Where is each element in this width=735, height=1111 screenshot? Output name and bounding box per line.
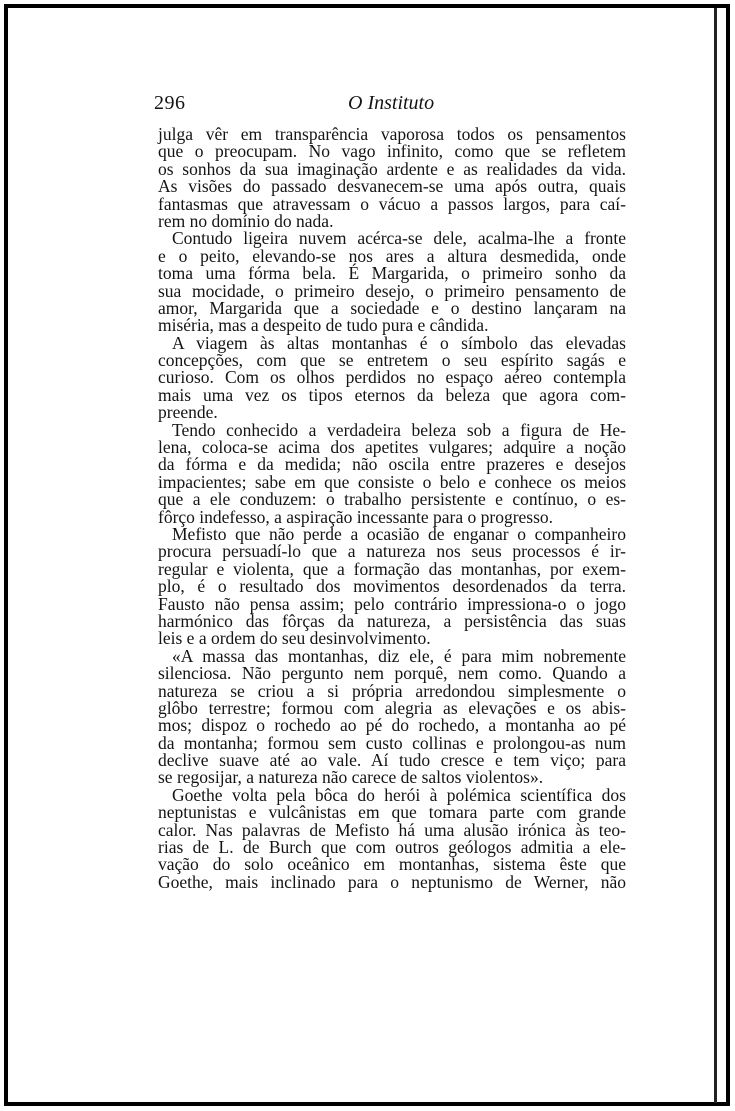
text-line: miséria, mas a despeito de tudo pura e cândida. — [158, 315, 489, 336]
text-line: As visões do passado desvanecem-se uma após outra, quais — [158, 176, 626, 197]
text-line: julga vêr em transparência vaporosa todos os pensamentos — [158, 124, 626, 144]
text-line: «A massa das montanhas, diz ele, é para mim nobremente — [172, 645, 626, 666]
text-line: sua mocidade, o primeiro desejo, o primeiro pensamento de — [158, 280, 626, 301]
running-head: O Instituto — [348, 92, 435, 114]
text-line: Fausto não pensa assim; pelo contrário impressiona-o o jogo — [158, 593, 626, 614]
text-line: Goethe, mais inclinado para o neptunismo de Werner, não — [158, 871, 626, 892]
text-line: da montanha; formou sem custo collinas e prolongou-as num — [158, 732, 626, 753]
text-line: que o preocupam. No vago infinito, como que se refletem — [158, 141, 626, 162]
text-line: da fórma e da medida; não oscila entre prazeres e desejos — [158, 454, 626, 475]
text-line: A viagem às altas montanhas é o símbolo das elevadas — [172, 332, 626, 353]
body-text — [158, 126, 626, 891]
text-line: fôrço indefesso, a aspiração incessante para o progresso. — [158, 506, 554, 527]
text-line: fantasmas que atravessam o vácuo a passos largos, para caí- — [158, 193, 626, 214]
text-line: curioso. Com os olhos perdidos no espaço aéreo contempla — [158, 367, 626, 388]
text-line: toma uma fórma bela. É Margarida, o primeiro sonho da — [158, 263, 626, 284]
text-line: impacientes; sabe em que consiste o belo e conhece os meios — [158, 471, 626, 492]
page-edge-line — [714, 8, 717, 1103]
text-line: Mefisto que não perde a ocasião de enganar o companheiro — [172, 523, 626, 544]
text-line: glôbo terrestre; formou com alegria as elevações e os abis- — [158, 697, 626, 718]
text-line: vação do solo oceânico em montanhas, sistema êste que — [158, 854, 626, 875]
text-line: calor. Nas palavras de Mefisto há uma alusão irónica às teo- — [158, 819, 626, 840]
text-line: concepções, com que se entretem o seu espírito sagás e — [158, 350, 626, 371]
text-line: Contudo ligeira nuvem acérca-se dele, acalma-lhe a fronte — [172, 228, 626, 249]
page-number: 296 — [154, 92, 186, 114]
text-line: lena, coloca-se acima dos apetites vulgares; adquire a noção — [158, 437, 626, 458]
text-line: amor, Margarida que a sociedade e o destino lançaram na — [158, 297, 626, 318]
text-line: procura persuadí-lo que a natureza nos seus processos é ir- — [158, 541, 626, 562]
text-line: preende. — [158, 402, 218, 423]
text-line: mais uma vez os tipos eternos da beleza que agora com- — [158, 384, 626, 405]
text-line: e o peito, elevando-se nos ares a altura desmedida, onde — [158, 245, 626, 266]
text-line: leis e a ordem do seu desinvolvimento. — [158, 628, 431, 649]
text-line: se regosijar, a natureza não carece de saltos violentos». — [158, 767, 544, 788]
text-line: rem no domínio do nada. — [158, 210, 334, 231]
text-line: silenciosa. Não pergunto nem porquê, nem como. Quando a — [158, 663, 626, 684]
text-line: neptunistas e vulcânistas em que tomara parte com grande — [158, 802, 626, 823]
text-line: harmónico das fôrças da natureza, a persistência das suas — [158, 610, 626, 631]
text-line: declive suave até ao vale. Aí tudo cresce e tem viço; para — [158, 750, 626, 771]
text-line: os sonhos da sua imaginação ardente e as realidades da vida. — [158, 158, 626, 179]
text-line: mos; dispoz o rochedo ao pé do rochedo, a montanha ao pé — [158, 715, 626, 736]
text-line: Tendo conhecido a verdadeira beleza sob a figura de He- — [172, 419, 626, 440]
text-line: natureza se criou a si própria arredondou simplesmente o — [158, 680, 626, 701]
text-line: plo, é o resultado dos movimentos desordenados da terra. — [158, 576, 626, 597]
text-line: que a ele conduzem: o trabalho persistente e contínuo, o es- — [158, 489, 626, 510]
text-line: regular e violenta, que a formação das montanhas, por exem- — [158, 558, 626, 579]
text-line: rias de L. de Burch que com outros geólogos admitia a ele- — [158, 837, 626, 858]
text-line: Goethe volta pela bôca do herói à polémica scientífica dos — [172, 784, 626, 805]
